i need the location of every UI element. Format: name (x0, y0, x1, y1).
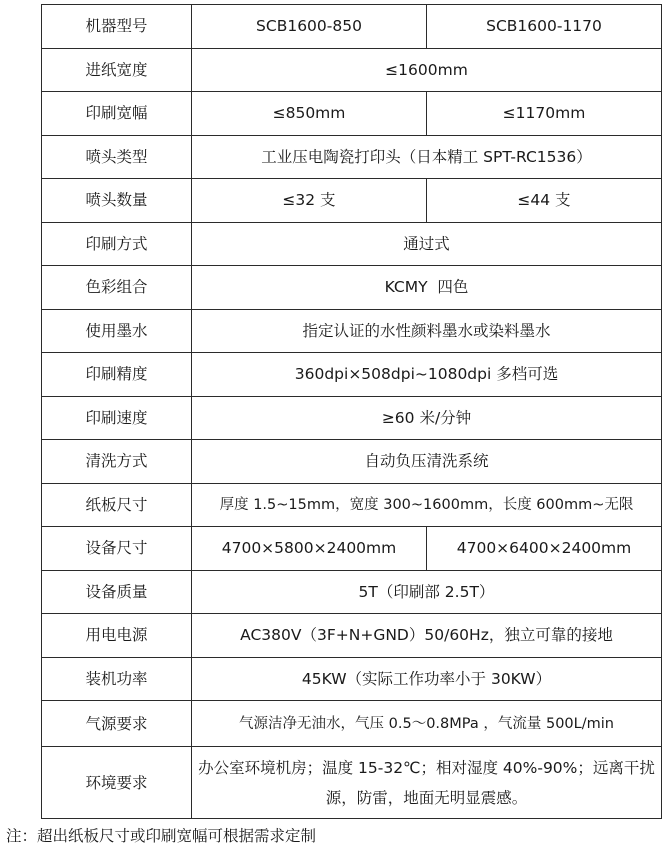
table-row (42, 527, 662, 571)
row-label: 气源要求 (42, 701, 192, 747)
table-row (42, 179, 662, 223)
cell-value: ≥60 米/分钟 (192, 396, 662, 440)
row-label: 装机功率 (42, 657, 192, 701)
spec-table (41, 4, 662, 819)
table-row (42, 747, 662, 819)
row-label: 设备尺寸 (42, 527, 192, 571)
cell-value: 工业压电陶瓷打印头（日本精工 SPT-RC1536） (192, 135, 662, 179)
cell-value: ≤1170mm (427, 92, 662, 136)
cell-value: 5T（印刷部 2.5T） (192, 570, 662, 614)
table-row (42, 440, 662, 484)
cell-value: 通过式 (192, 222, 662, 266)
row-label: 印刷方式 (42, 222, 192, 266)
table-row (42, 222, 662, 266)
table-row (42, 5, 662, 49)
cell-value: ≤1600mm (192, 48, 662, 92)
cell-value: ≤44 支 (427, 179, 662, 223)
row-label: 喷头类型 (42, 135, 192, 179)
table-row (42, 353, 662, 397)
cell-value: ≤850mm (192, 92, 427, 136)
table-row (42, 614, 662, 658)
row-label: 纸板尺寸 (42, 483, 192, 527)
cell-value: ≤32 支 (192, 179, 427, 223)
table-row (42, 396, 662, 440)
cell-value: SCB1600-850 (192, 5, 427, 49)
cell-value: 办公室环境机房；温度 15-32℃；相对湿度 40%-90%；远离干扰源，防雷，地面无明显震感。 (192, 747, 662, 819)
cell-value: AC380V（3F+N+GND）50/60Hz，独立可靠的接地 (192, 614, 662, 658)
row-label: 色彩组合 (42, 266, 192, 310)
row-label: 设备质量 (42, 570, 192, 614)
cell-value: 自动负压清洗系统 (192, 440, 662, 484)
table-row (42, 135, 662, 179)
table-row (42, 92, 662, 136)
cell-value: KCMY 四色 (192, 266, 662, 310)
table-row (42, 48, 662, 92)
table-row (42, 309, 662, 353)
row-label: 进纸宽度 (42, 48, 192, 92)
cell-value: SCB1600-1170 (427, 5, 662, 49)
row-label: 环境要求 (42, 747, 192, 819)
cell-value: 气源洁净无油水，气压 0.5～0.8MPa ，气流量 500L/min (192, 701, 662, 747)
row-label: 清洗方式 (42, 440, 192, 484)
cell-value: 指定认证的水性颜料墨水或染料墨水 (192, 309, 662, 353)
cell-value: 360dpi×508dpi~1080dpi 多档可选 (192, 353, 662, 397)
row-label: 印刷宽幅 (42, 92, 192, 136)
cell-value: 4700×6400×2400mm (427, 527, 662, 571)
row-label: 印刷速度 (42, 396, 192, 440)
row-label: 用电电源 (42, 614, 192, 658)
cell-value: 45KW（实际工作功率小于 30KW） (192, 657, 662, 701)
row-label: 机器型号 (42, 5, 192, 49)
cell-value: 4700×5800×2400mm (192, 527, 427, 571)
table-row (42, 483, 662, 527)
table-row (42, 657, 662, 701)
cell-value: 厚度 1.5~15mm，宽度 300~1600mm，长度 600mm~无限 (192, 483, 662, 527)
row-label: 喷头数量 (42, 179, 192, 223)
row-label: 印刷精度 (42, 353, 192, 397)
footnote: 注：超出纸板尺寸或印刷宽幅可根据需求定制 (6, 827, 317, 845)
table-row (42, 570, 662, 614)
table-row (42, 266, 662, 310)
row-label: 使用墨水 (42, 309, 192, 353)
table-row (42, 701, 662, 747)
